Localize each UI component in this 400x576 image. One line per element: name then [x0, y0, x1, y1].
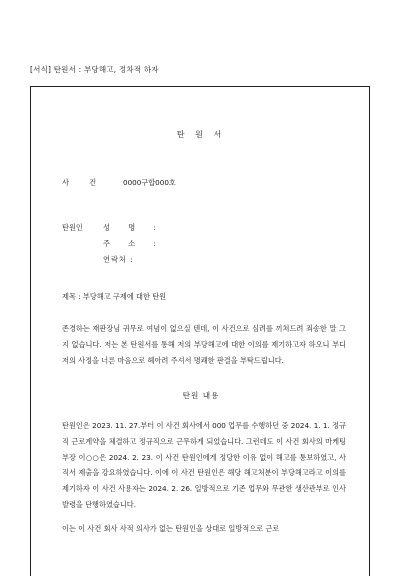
field-address-label: 주 소 :	[103, 239, 164, 248]
body-paragraph: 탄원인은 2023. 11. 27.부터 이 사건 회사에서 000 업무를 수행하던 중 2024. 1. 1. 정규직 근로계약을 체결하고 정규직으로 근무하게 되었습니다. 그런데도 이 사건 회사의 마케팅부장 이○○은 2024. 2. 23. 이 사건 탄원인에게 정당한 이유 없이 해고를 통보하였고, 사직서 제출을 강요하였습니다. 이에 이 사건 탄원인은 해당 해고처분이 부당해고라고 이의를 제기하자 이 사건 사용자는 2024. 2. 26. 일방적으로 기존 업무와 무관한 생산관부로 인사발령을 단행하였습니다.	[62, 421, 346, 509]
field-contact-label: 연락처 :	[103, 255, 134, 264]
section-title: 탄원 내용	[182, 391, 220, 400]
intro-paragraph: 존경하는 재판장님 귀무로 여념이 없으실 텐데, 이 사건으로 심려를 끼쳐드려 죄송한 말 그지 없습니다. 저는 본 탄원서를 통해 저의 부당해고에 대한 이의를 제기하고자 하오니 부디 저의 사정을 너른 마음으로 헤아려 주셔서 명쾌한 판결을 부탁드립니다.	[62, 324, 346, 365]
document-header: [서식] 탄원서 : 부당해고, 정차적 하자	[30, 65, 159, 74]
subject-line: 제목 : 부당해고 구제에 대한 탄원	[62, 292, 167, 301]
petitioner-label: 탄원인	[62, 223, 83, 232]
case-label: 사 건	[62, 178, 106, 187]
case-number: 0000구합000호	[123, 178, 176, 187]
field-name-label: 성 명 :	[103, 223, 164, 232]
body-paragraph-continued: 이는 이 사건 회사 사적 의사가 없는 탄원인을 상대로 일방적으로 근로	[62, 524, 280, 533]
petition-document	[30, 86, 370, 576]
document-title: 탄 원 서	[176, 130, 226, 139]
